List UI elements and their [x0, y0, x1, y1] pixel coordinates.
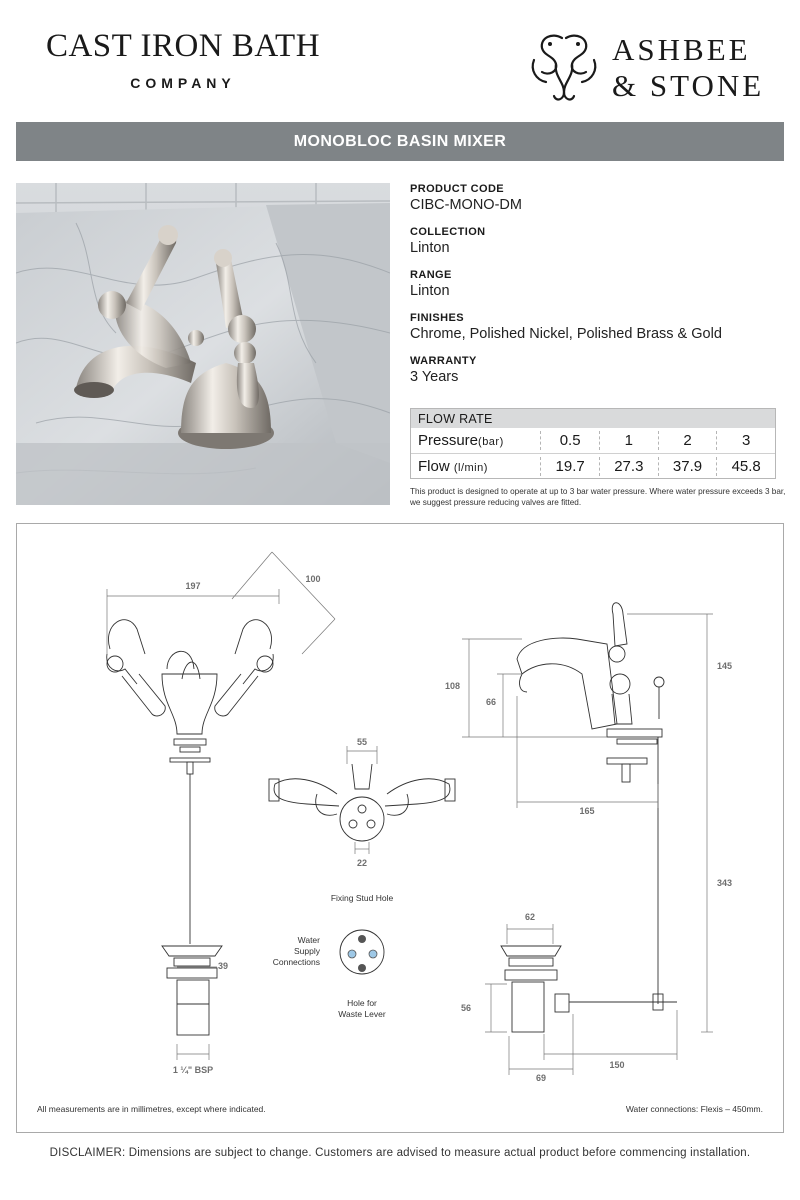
table-row — [411, 453, 775, 478]
flow-rate-table — [410, 408, 776, 479]
pressure-cell: 3 — [716, 431, 775, 450]
fixing-stud-label: Fixing Stud Hole — [330, 893, 394, 903]
flow-rate-header: FLOW RATE — [411, 409, 775, 428]
brand-name: CAST IRON BATH — [45, 28, 321, 64]
spec-label-range: RANGE — [410, 269, 452, 281]
dim-150: 150 — [609, 1060, 625, 1070]
dim-108: 108 — [444, 681, 460, 691]
dim-62: 62 — [524, 912, 536, 922]
brand-word-ashbee: ASHBEE — [612, 32, 751, 67]
dim-145: 145 — [717, 661, 733, 671]
pressure-row-label — [411, 432, 540, 449]
waste-hole-label-1: Hole for — [347, 998, 377, 1008]
flow-cell: 27.3 — [599, 457, 658, 476]
product-specs — [410, 182, 785, 397]
spec-label-product-code: PRODUCT CODE — [410, 183, 505, 195]
dim-165: 165 — [579, 806, 595, 816]
water-connections-note: Water connections: Flexis – 450mm. — [625, 1104, 763, 1114]
flow-label: Flow — [418, 457, 450, 475]
spec-value-product-code: CIBC-MONO-DM — [410, 197, 522, 213]
disclaimer: DISCLAIMER: Dimensions are subject to change. Customers are advised to measure actual product before commencing installation. — [49, 1147, 751, 1159]
water-supply-label-3: Connections — [272, 957, 320, 967]
measurements-note: All measurements are in millimetres, except where indicated. — [37, 1104, 266, 1114]
spec-label-finishes: FINISHES — [410, 312, 464, 324]
flow-row-label — [411, 458, 540, 475]
product-title: MONOBLOC BASIN MIXER — [293, 132, 507, 150]
spec-label-collection: COLLECTION — [410, 226, 486, 238]
cast-iron-bath-logo — [28, 30, 338, 91]
pressure-cell: 2 — [658, 431, 717, 450]
pressure-label: Pressure — [418, 432, 479, 449]
flow-cell: 19.7 — [540, 457, 599, 476]
spec-label-warranty: WARRANTY — [410, 355, 477, 367]
spec-value-warranty: 3 Years — [410, 369, 459, 385]
spec-value-range: Linton — [410, 283, 450, 299]
waste-hole-label-2: Waste Lever — [338, 1009, 386, 1019]
flow-unit: (l/min) — [453, 461, 488, 474]
dim-69: 69 — [535, 1073, 547, 1083]
pressure-cell: 0.5 — [540, 431, 599, 450]
brand-word-stone: & STONE — [612, 68, 765, 103]
flow-cell: 37.9 — [658, 457, 717, 476]
dim-197: 197 — [185, 581, 201, 591]
dim-bsp: 1 ¼" BSP — [172, 1065, 214, 1075]
water-supply-label-2: Supply — [294, 946, 320, 956]
dim-56: 56 — [460, 1003, 471, 1013]
technical-drawing — [16, 523, 784, 1133]
seahorse-emblem-icon — [526, 30, 602, 106]
pressure-note: This product is designed to operate at up to 3 bar water pressure. Where water pressure exceeds 3 bar, we suggest pressure reducing valves are fitted. — [410, 487, 786, 507]
dim-22: 22 — [356, 858, 368, 868]
dim-66: 66 — [485, 697, 496, 707]
water-supply-label-1: Water — [297, 935, 320, 945]
table-row — [411, 428, 775, 453]
brand-subname: COMPANY — [130, 75, 236, 91]
dim-343: 343 — [717, 878, 733, 888]
flow-cell: 45.8 — [716, 457, 775, 476]
dim-100: 100 — [305, 574, 321, 584]
spec-value-collection: Linton — [410, 240, 450, 256]
product-title-bar — [16, 122, 784, 161]
dim-39: 39 — [218, 961, 229, 971]
dim-55: 55 — [356, 737, 368, 747]
spec-value-finishes: Chrome, Polished Nickel, Polished Brass & Gold — [410, 326, 722, 342]
product-photo — [16, 183, 390, 505]
pressure-cell: 1 — [599, 431, 658, 450]
pressure-unit: (bar) — [478, 436, 504, 448]
ashbee-stone-logo — [520, 30, 780, 105]
